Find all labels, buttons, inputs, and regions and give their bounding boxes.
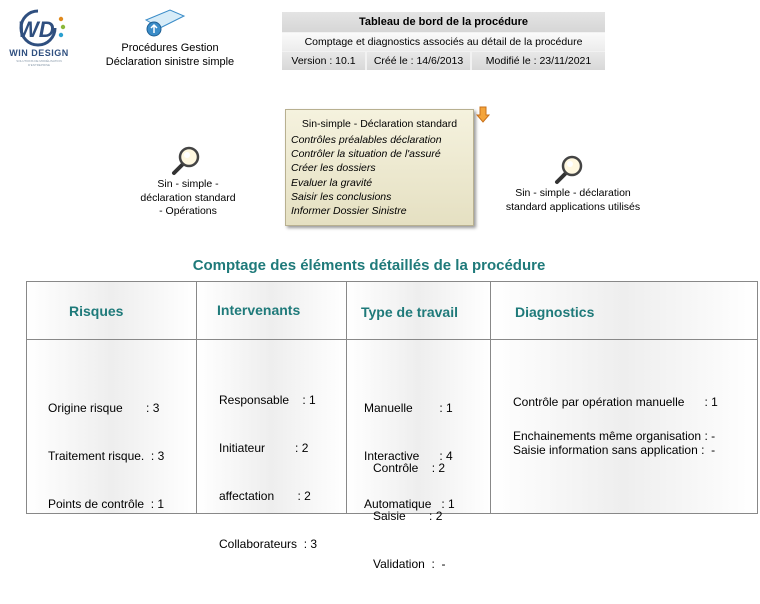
intervenants-row: Collaborateurs : 3 bbox=[219, 537, 318, 551]
operations-link-line[interactable]: Sin - simple - bbox=[157, 178, 219, 190]
magnifier-icon[interactable] bbox=[553, 154, 585, 191]
risques-cell bbox=[48, 368, 164, 544]
procedure-header bbox=[282, 12, 605, 70]
windesign-logo-icon bbox=[8, 8, 70, 50]
svg-text:WD: WD bbox=[18, 17, 55, 42]
header-risques: Risques bbox=[69, 303, 124, 319]
scenario-title: Sin-simple - Déclaration standard bbox=[301, 118, 458, 130]
intervenants-row: Initiateur : 2 bbox=[219, 441, 309, 455]
header-intervenants: Intervenants bbox=[217, 302, 301, 318]
header-modified: Modifié le : 23/11/2021 bbox=[472, 52, 605, 70]
diagnostics-row: Saisie information sans application : - bbox=[513, 443, 716, 457]
operations-link-line[interactable]: - Opérations bbox=[159, 205, 217, 217]
intervenants-row: affectation : 2 bbox=[219, 489, 311, 503]
scenario-item[interactable]: Contrôles préalables déclaration bbox=[291, 134, 442, 146]
windesign-logo bbox=[8, 8, 70, 67]
scenario-item[interactable]: Evaluer la gravité bbox=[291, 176, 373, 189]
magnifier-icon[interactable] bbox=[170, 145, 202, 182]
risques-row: Traitement risque. : 3 bbox=[48, 449, 165, 463]
risques-row: Points de contrôle : 1 bbox=[48, 497, 165, 511]
logo-subtitle: SOLUTIONS DE MODÉLISATION D'ENTREPRISE bbox=[16, 59, 62, 67]
intervenants-cell bbox=[219, 360, 317, 584]
process-line1[interactable]: Procédures Gestion bbox=[121, 42, 219, 54]
operations-link-line[interactable]: déclaration standard bbox=[140, 191, 236, 204]
operations-link[interactable] bbox=[128, 178, 248, 219]
scenario-item[interactable]: Contrôler la situation de l'assuré bbox=[291, 148, 441, 161]
type-sub-row: Saisie : 2 bbox=[373, 509, 443, 523]
diagnostics-cell bbox=[513, 362, 718, 490]
type-row: Interactive : 4 bbox=[364, 449, 453, 463]
scenario-box bbox=[285, 109, 474, 226]
counting-table bbox=[26, 281, 758, 571]
scenario-list bbox=[291, 133, 442, 218]
diagnostics-row: Contrôle par opération manuelle : 1 bbox=[513, 395, 718, 409]
applications-link-line[interactable]: Sin - simple - déclaration bbox=[515, 187, 631, 199]
arrow-down-icon[interactable] bbox=[476, 106, 490, 124]
header-diagnostics: Diagnostics bbox=[515, 304, 595, 320]
process-icon[interactable] bbox=[142, 8, 186, 43]
table-title: Comptage des éléments détaillés de la procédure bbox=[192, 257, 546, 274]
applications-link[interactable] bbox=[492, 187, 654, 214]
process-link[interactable] bbox=[95, 41, 245, 69]
scenario-item[interactable]: Saisir les conclusions bbox=[291, 190, 392, 203]
type-row: Manuelle : 1 bbox=[364, 401, 453, 415]
type-row: Automatique : 1 bbox=[364, 497, 455, 511]
type-sub-row: Contrôle : 2 bbox=[373, 461, 446, 475]
intervenants-row: Responsable : 1 bbox=[219, 393, 316, 407]
header-title: Tableau de bord de la procédure bbox=[282, 12, 605, 32]
diagnostics-enchainements: Enchainements même organisation : - bbox=[513, 429, 716, 443]
header-subtitle: Comptage et diagnostics associés au détail de la procédure bbox=[282, 33, 605, 51]
scenario-item[interactable]: Créer les dossiers bbox=[291, 162, 376, 175]
risques-row: Origine risque : 3 bbox=[48, 401, 160, 415]
type-sub-row: Validation : - bbox=[373, 557, 446, 571]
scenario-item[interactable]: Informer Dossier Sinistre bbox=[291, 205, 407, 218]
header-type-travail: Type de travail bbox=[361, 304, 459, 320]
logo-text: WIN DESIGN bbox=[9, 48, 69, 58]
header-version: Version : 10.1 bbox=[282, 52, 365, 70]
header-created: Créé le : 14/6/2013 bbox=[367, 52, 470, 70]
applications-link-line[interactable]: standard applications utilisés bbox=[505, 200, 641, 213]
type-sub-cell bbox=[373, 428, 445, 604]
process-line2[interactable]: Déclaration sinistre simple bbox=[105, 56, 235, 68]
